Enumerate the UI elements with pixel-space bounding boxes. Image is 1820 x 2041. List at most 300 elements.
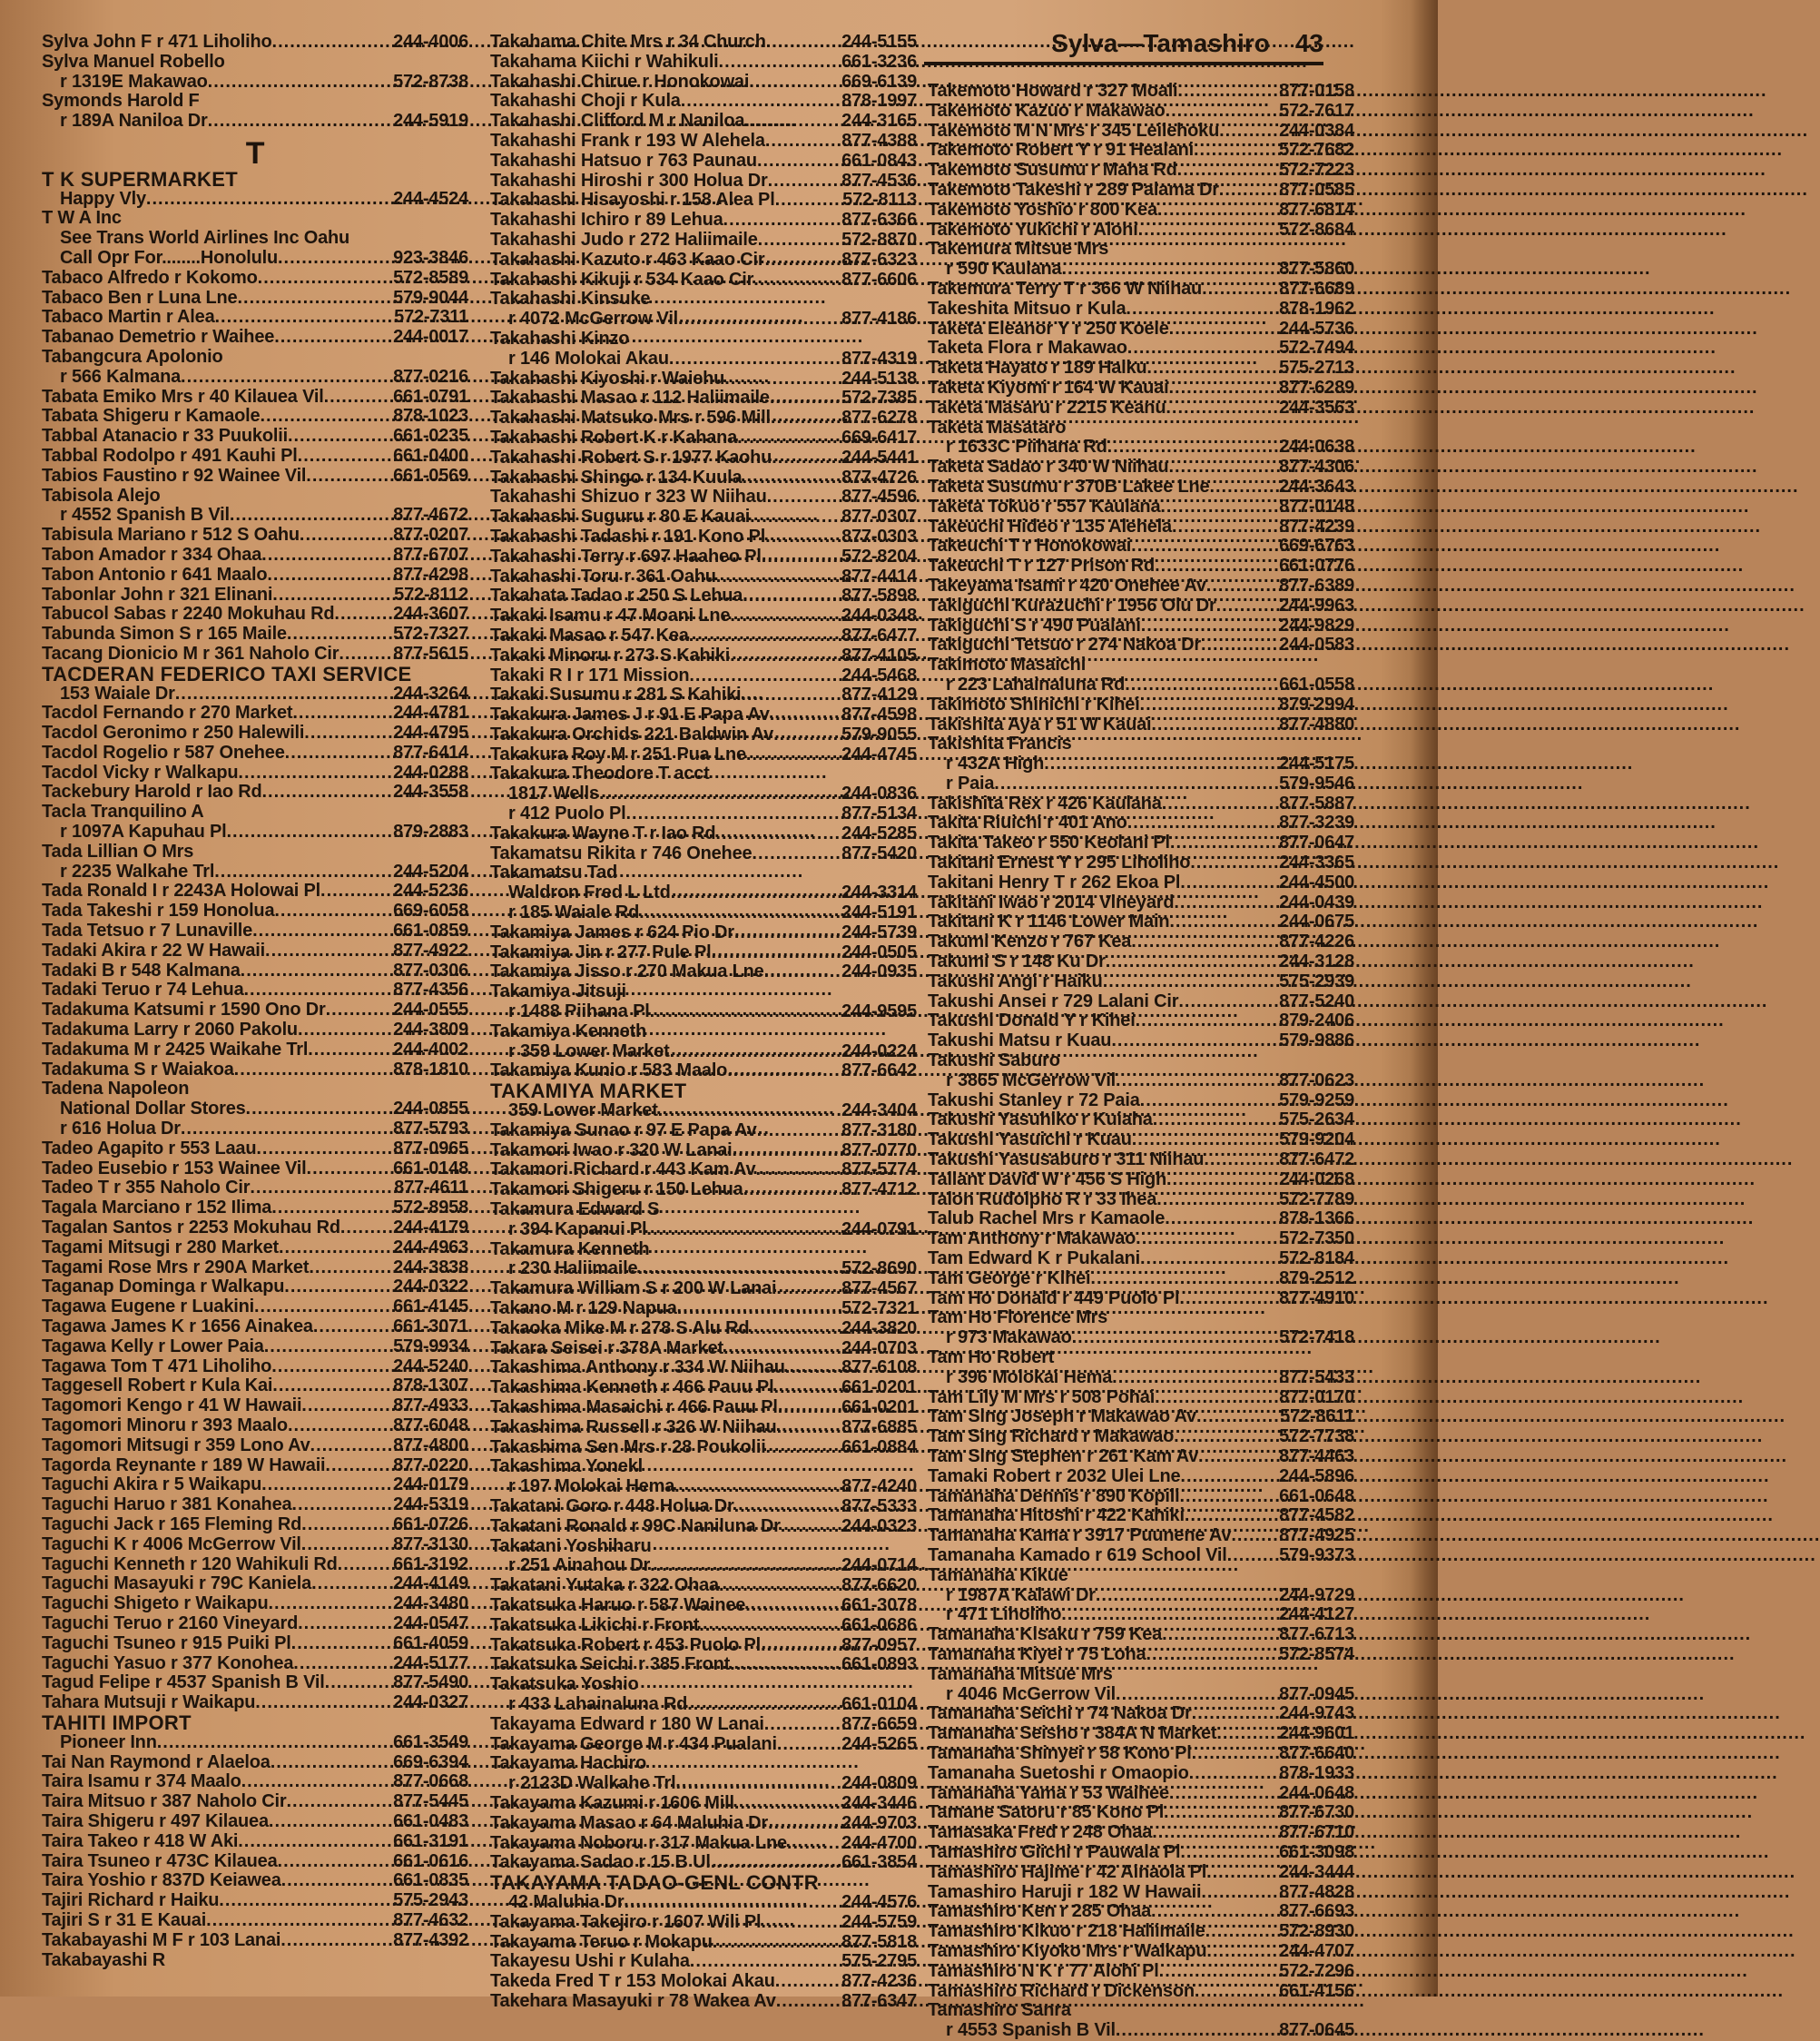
leader-dots (288, 427, 393, 447)
listing-name: Tadakuma S r Waiakoa (42, 1059, 234, 1080)
listing-name: Tabunda Simon S r 165 Maile (42, 624, 287, 645)
listing-entry (490, 1319, 917, 1339)
listing-entry (928, 141, 1354, 161)
listing-phone: 669-6763 (1279, 536, 1354, 557)
leader-dots (1170, 833, 1279, 853)
listing-name: Takahashi Hatsuo r 763 Paunau (490, 150, 757, 171)
leader-dots (1201, 636, 1279, 656)
leader-dots (238, 764, 393, 784)
listing-phone: 244-5736 (1279, 318, 1354, 339)
listing-entry (928, 1031, 1354, 1051)
listing-name: Tamanaha Kiyei r 75 Loha (928, 1643, 1146, 1664)
listing-name: r 230 Haliimaile (508, 1258, 638, 1279)
listing-entry (42, 1772, 468, 1792)
listing-name: Taguchi Kenneth r 120 Wahikuli Rd (42, 1553, 338, 1574)
listing-phone: 244-3446 (841, 1792, 917, 1813)
listing-entry (490, 1834, 917, 1854)
listing-phone: 244-0809 (841, 1773, 917, 1794)
listing-name: Takitani K r 1146 Lower Main (928, 912, 1170, 932)
listing-name: Takushi Stanley r 72 Paia (928, 1090, 1140, 1110)
listing-entry (42, 1396, 468, 1416)
listing-phone: 877-0306 (393, 960, 468, 981)
listing-entry (928, 221, 1354, 241)
listing-phone: 661-3071 (393, 1316, 468, 1336)
leader-dots (1153, 1110, 1279, 1130)
listing-entry (490, 804, 917, 824)
listing-name: 42 Maluhia Dr (508, 1891, 625, 1912)
listing-phone: 244-4500 (1279, 872, 1354, 892)
leader-dots (1131, 932, 1279, 952)
listing-name: Takabayashi M F r 103 Lanai (42, 1929, 281, 1950)
listing-name: Takaki R I r 171 Mission (490, 665, 690, 685)
leader-dots (285, 744, 393, 764)
listing-entry (490, 725, 917, 745)
listing-phone: 572-8112 (394, 584, 468, 605)
listing-entry (928, 458, 1354, 478)
listing-entry (42, 662, 468, 685)
leader-dots (1166, 102, 1280, 122)
listing-phone: 579-9055 (841, 724, 917, 744)
listing-name: Takushi Matsu r Kuau (928, 1030, 1112, 1051)
listing-entry (928, 1150, 1354, 1170)
leader-dots (1169, 912, 1279, 932)
leader-dots (1116, 2021, 1279, 2041)
listing-phone: 661-4156 (1279, 1980, 1354, 2001)
listing-phone: 878-1962 (1279, 298, 1354, 319)
listing-name: Takayama Kazumi r 1606 Mill (490, 1792, 734, 1813)
listing-entry (490, 764, 917, 784)
listing-phone: 244-0288 (393, 762, 468, 783)
listing-phone: 877-5615 (393, 643, 468, 664)
listing-name: Takushi Ansei r 729 Lalani Cir (928, 991, 1179, 1011)
listing-phone: 244-5175 (1279, 754, 1354, 774)
listing-phone: 244-4745 (841, 744, 917, 764)
leader-dots (766, 1438, 842, 1458)
listing-entry (42, 1357, 468, 1377)
listing-phone: 877-6108 (841, 1357, 917, 1378)
leader-dots (1190, 853, 1279, 873)
leader-dots (1159, 1962, 1279, 1982)
leader-dots (278, 249, 393, 269)
listing-entry (928, 1685, 1354, 1705)
listing-phone: 669-6394 (393, 1751, 468, 1772)
leader-dots (757, 152, 841, 172)
listing-phone: 244-0323 (841, 1515, 917, 1536)
column-3 (928, 82, 1354, 2041)
listing-name: TAHITI IMPORT (42, 1711, 192, 1734)
listing-name: Takishita Francis (928, 734, 1072, 754)
leader-dots (1061, 1605, 1279, 1625)
listing-phone: 244-0439 (1279, 892, 1354, 912)
listing-name: Tadeo Eusebio r 153 Wainee Vil (42, 1158, 307, 1178)
leader-dots (781, 1517, 841, 1537)
listing-name: Takamiya Jisso r 270 Makua Lne (490, 961, 764, 982)
listing-name: Takushi Yasusaburo r 311 Niihau (928, 1149, 1205, 1170)
listing-name: Takamiya Jin r 277 Pule Pl (490, 942, 712, 962)
listing-entry (42, 605, 468, 625)
listing-entry (490, 389, 917, 409)
listing-phone: 879-2512 (1279, 1267, 1354, 1288)
listing-entry (42, 1238, 468, 1258)
leader-dots (325, 1456, 393, 1476)
listing-entry (42, 704, 468, 724)
listing-name: Tamanaha Kamado r 619 School Vil (928, 1544, 1227, 1565)
listing-name: TACDERAN FEDERICO TAXI SERVICE (42, 662, 412, 685)
listing-phone: 877-4611 (394, 1178, 468, 1198)
leader-dots (699, 1616, 841, 1636)
leader-dots (1044, 754, 1279, 774)
leader-dots (690, 1952, 841, 1972)
listing-name: 153 Waiale Dr (60, 683, 175, 704)
leader-dots (1162, 1625, 1279, 1645)
listing-name: Tam Anthony r Makawao (928, 1228, 1136, 1249)
leader-dots (269, 1812, 393, 1832)
listing-phone: 572-8113 (842, 190, 917, 211)
listing-name: Tabon Amador r 334 Ohaa (42, 544, 262, 565)
listing-phone: 572-7296 (1279, 1960, 1354, 1981)
listing-entry (42, 447, 468, 467)
listing-name: Tamashiro Kiyoko Mrs r Walkapu (928, 1940, 1207, 1961)
listing-name: Takahashi Tadashi r 191 Kono Pl (490, 526, 766, 547)
listing-phone: 661-0104 (841, 1693, 917, 1714)
listing-phone: 244-5739 (841, 922, 917, 942)
listing-phone: 877-4828 (1279, 1881, 1354, 1902)
listing-entry (42, 1535, 468, 1555)
listing-name: Takahashi Judo r 272 Haliimaile (490, 229, 758, 250)
listing-name: Tagawa Tom T 471 Liholiho (42, 1356, 272, 1376)
listing-phone: 877-4880 (1279, 714, 1354, 735)
listing-name: Tabaco Alfredo r Kokomo (42, 267, 258, 288)
listing-name: Takahashi Kinsuke (490, 289, 651, 310)
listing-entry (42, 546, 468, 566)
listing-name: Tamanaha Hitoshi r 422 Kahiki (928, 1505, 1185, 1526)
listing-entry (42, 942, 468, 961)
leader-dots (280, 1931, 393, 1951)
listing-phone: 877-4226 (1279, 932, 1354, 952)
listing-name: Tagomori Kengo r 41 W Hawaii (42, 1395, 302, 1416)
listing-entry (928, 1546, 1354, 1566)
leader-dots (719, 1576, 841, 1596)
leader-dots (301, 1515, 393, 1535)
leader-dots (764, 962, 842, 982)
listing-name: Tamanaha Shinyei r 58 Kono Pl (928, 1742, 1192, 1763)
listing-phone: 877-4712 (841, 1179, 917, 1200)
listing-phone: 572-7682 (1279, 140, 1354, 161)
listing-name: Takamiya Kenneth (490, 1020, 647, 1041)
listing-name: Takakura Orchids 221 Baldwin Av (490, 724, 774, 744)
listing-phone: 877-0645 (1279, 2020, 1354, 2041)
listing-entry (42, 1495, 468, 1515)
leader-dots (670, 1042, 841, 1062)
listing-entry (928, 280, 1354, 300)
leader-dots (1216, 597, 1280, 616)
listing-entry (928, 1566, 1354, 1586)
leader-dots (1107, 438, 1279, 458)
listing-phone: 661-0201 (841, 1396, 917, 1417)
listing-name: Takitani Iwao r 2014 Vineyard (928, 892, 1175, 912)
listing-name: Takatsuka Haruo r 587 Wainee (490, 1594, 746, 1615)
listing-phone: 877-4414 (841, 566, 917, 587)
listing-entry (490, 1240, 917, 1260)
listing-name: Tabbal Atanacio r 33 Puukolii (42, 426, 288, 447)
listing-entry (928, 1922, 1354, 1942)
leader-dots (298, 447, 393, 467)
listing-phone: 572-7327 (393, 624, 468, 645)
listing-name: Takitani Henry T r 262 Ekoa Pl (928, 872, 1181, 892)
leader-dots (304, 724, 393, 744)
listing-phone: 877-4105 (841, 645, 917, 666)
listing-entry (490, 271, 917, 291)
leader-dots (339, 645, 393, 665)
listing-entry (490, 1556, 917, 1576)
leader-dots (716, 567, 841, 587)
leader-dots (267, 566, 393, 586)
listing-name: Takayama Hachiro (490, 1753, 647, 1774)
leader-dots (244, 981, 394, 1001)
listing-entry (928, 1843, 1354, 1863)
listing-name: Takashima Masaichi r 466 Pauu Pl (490, 1396, 778, 1417)
leader-dots (770, 389, 841, 409)
listing-entry (42, 467, 468, 487)
listing-name: Takumi Kenzo r 767 Kea (928, 932, 1132, 952)
leader-dots (681, 92, 841, 112)
listing-phone: 877-4463 (1279, 1445, 1354, 1466)
leader-dots (1205, 1922, 1280, 1942)
listing-entry (928, 478, 1354, 498)
listing-name: Taira Tsuneo r 473C Kilauea (42, 1850, 278, 1871)
listing-entry (928, 1863, 1354, 1883)
listing-name: Takahashi Frank r 193 W Alehela (490, 130, 765, 151)
listing-name: Takemoto Robert Y r 91 Healani (928, 140, 1194, 161)
listing-phone: 661-4145 (393, 1297, 468, 1317)
listing-phone: 877-6640 (1279, 1742, 1354, 1763)
listing-entry (42, 167, 468, 191)
listing-entry (42, 863, 468, 882)
listing-name: Tacdol Rogelio r 587 Onehee (42, 742, 285, 763)
listing-entry (42, 1020, 468, 1040)
listing-entry (42, 209, 468, 229)
listing-entry (42, 1852, 468, 1872)
listing-phone: 572-8684 (1279, 219, 1354, 240)
listing-entry (490, 528, 917, 547)
listing-name: Takiguchi Kurazuchi r 1956 Olu Dr (928, 595, 1216, 616)
listing-entry (490, 1715, 917, 1735)
listing-name: r 432A High (946, 754, 1045, 774)
listing-name: r 4552 Spanish B Vil (60, 505, 230, 526)
listing-name: r 471 Liholiho (946, 1604, 1062, 1625)
listing-entry (42, 1792, 468, 1812)
listing-phone: 661-3549 (393, 1731, 468, 1752)
listing-entry (490, 1259, 917, 1279)
listing-entry (490, 231, 917, 251)
listing-entry (928, 518, 1354, 537)
leader-dots (730, 646, 841, 666)
listing-name: Tam Sing Joseph r Makawao Av (928, 1406, 1196, 1427)
listing-entry (42, 1456, 468, 1476)
leader-dots (711, 943, 841, 963)
listing-entry (928, 379, 1354, 399)
listing-phone: 244-3643 (1279, 476, 1354, 497)
listing-name: Taira Mitsuo r 387 Naholo Cir (42, 1791, 287, 1812)
leader-dots (309, 1258, 393, 1278)
listing-name: Tabaco Martin r Alea (42, 307, 215, 328)
leader-dots (1116, 1071, 1279, 1091)
listing-name: Takamura William S r 200 W Lanai (490, 1278, 777, 1299)
listing-name: r 616 Holua Dr (60, 1119, 181, 1139)
listing-phone: 244-0268 (1279, 1168, 1354, 1189)
listing-name: Tadaki Akira r 22 W Hawaii (42, 940, 266, 961)
listing-entry (42, 1654, 468, 1674)
listing-phone: 244-0855 (393, 1099, 468, 1119)
listing-name: Tada Tetsuo r 7 Lunaville (42, 921, 253, 942)
listing-entry (490, 982, 917, 1002)
leader-dots (757, 1121, 841, 1141)
listing-name: r 197 Molokai Hema (508, 1476, 675, 1497)
listing-phone: 661-0483 (393, 1810, 468, 1831)
listing-name: TAKAMIYA MARKET (490, 1080, 687, 1103)
listing-name: 1817 Wells (508, 784, 599, 804)
listing-name: Takushi Angi r Haiku (928, 971, 1103, 991)
listing-name: Takayama George M r 434 Pualani (490, 1733, 777, 1754)
listing-phone: 572-8184 (1279, 1248, 1354, 1269)
leader-dots (1196, 1407, 1280, 1427)
listing-entry (490, 1952, 917, 1972)
leader-dots (237, 289, 393, 309)
listing-name: Takayama Teruo r Mokapu (490, 1931, 713, 1952)
listing-name: Takaki Minoru r 273 S Kahiki (490, 645, 731, 666)
listing-name: Tamashiro Haruji r 182 W Hawaii (928, 1881, 1202, 1902)
listing-entry (490, 1180, 917, 1200)
listing-entry (490, 646, 917, 666)
listing-phone: 877-4925 (1279, 1525, 1354, 1546)
leader-dots (734, 1497, 842, 1517)
listing-phone: 244-9595 (841, 1001, 917, 1022)
listing-entry (490, 290, 917, 310)
leader-dots (1168, 458, 1279, 478)
listing-phone: 878-1933 (1279, 1762, 1354, 1783)
leader-dots (746, 745, 841, 765)
leader-dots (639, 903, 841, 923)
listing-name: Takitani Ernest Y r 295 Liholiho (928, 853, 1191, 873)
listing-entry (928, 1526, 1354, 1546)
listing-phone: 877-3239 (1279, 813, 1354, 833)
listing-name: Takamiya Sunao r 97 E Papa Av (490, 1119, 757, 1140)
leader-dots (293, 1654, 393, 1674)
listing-entry (490, 488, 917, 508)
listing-phone: 877-4356 (393, 980, 468, 1001)
listing-phone: 661-3192 (393, 1553, 468, 1574)
leader-dots (215, 308, 395, 328)
listing-phone: 877-3180 (841, 1119, 917, 1140)
listing-phone: 877-6278 (841, 408, 917, 429)
listing-entry (928, 1784, 1354, 1804)
listing-entry (490, 1220, 917, 1240)
listing-entry (42, 427, 468, 447)
leader-dots (324, 388, 394, 408)
listing-phone: 244-3809 (393, 1020, 468, 1040)
listing-entry (42, 902, 468, 922)
listing-phone: 661-0893 (841, 1654, 917, 1675)
listing-name: Taggesell Robert r Kula Kai (42, 1375, 273, 1396)
listing-entry (928, 1645, 1354, 1665)
listing-phone: 244-9601 (1279, 1723, 1354, 1744)
listing-name: Taguchi Teruo r 2160 Vineyard (42, 1612, 299, 1633)
leader-dots (1192, 1704, 1279, 1724)
listing-name: Takahashi Terry r 697 Haaheo Pl (490, 546, 762, 567)
listing-name: TAKAYAMA TADAO-GENL CONTR (490, 1871, 819, 1895)
listing-name: T K SUPERMARKET (42, 167, 238, 191)
listing-name: Takamiya Jitsuji (490, 981, 626, 1002)
listing-phone: 244-0935 (841, 961, 917, 982)
listing-phone: 877-4922 (393, 940, 468, 961)
listing-name: Tada Ronald I r 2243A Holowai Pl (42, 881, 321, 902)
listing-entry (42, 783, 468, 803)
listing-phone: 244-0638 (1279, 437, 1354, 458)
leader-dots (1219, 181, 1279, 201)
listing-phone: 244-5177 (393, 1652, 468, 1673)
listing-entry (42, 92, 468, 112)
listing-name: Tam Sing Stephen r 261 Kam Av (928, 1445, 1198, 1466)
listing-entry (490, 1141, 917, 1161)
listing-phone: 575-2713 (1279, 358, 1354, 379)
leader-dots (637, 1259, 841, 1279)
listing-entry (42, 1277, 468, 1297)
leader-dots (1146, 1645, 1279, 1665)
listing-name: Taganap Dominga r Walkapu (42, 1277, 285, 1297)
listing-name: r 1319E Makawao (60, 71, 208, 92)
leader-dots (175, 685, 393, 705)
listing-entry (42, 1198, 468, 1218)
listing-name: Tamanaha Suetoshi r Omaopio (928, 1762, 1189, 1783)
listing-phone: 572-7350 (1279, 1228, 1354, 1249)
listing-entry (490, 1655, 917, 1675)
listing-name: Takiguchi Tetsuo r 274 Nakoa Dr (928, 635, 1201, 656)
leader-dots (1219, 122, 1279, 142)
leader-dots (1169, 320, 1279, 340)
listing-name: Takamiya Kunio r 583 Maalo (490, 1060, 728, 1081)
leader-dots (284, 1277, 393, 1297)
leader-dots (1127, 813, 1279, 833)
listing-entry (928, 1883, 1354, 1903)
leader-dots (208, 112, 393, 132)
listing-entry (42, 961, 468, 981)
leader-dots (753, 271, 841, 291)
leader-dots (306, 467, 393, 487)
leader-dots (687, 1695, 841, 1715)
listing-entry (490, 1596, 917, 1616)
leader-dots (1180, 1843, 1279, 1863)
listing-name: Takamori Richard r 443 Kam Av (490, 1159, 756, 1180)
listing-name: Takayesu Ushi r Kulaha (490, 1951, 690, 1972)
leader-dots (208, 73, 393, 93)
listing-phone: 579-9204 (1279, 1129, 1354, 1150)
listing-name: Takayama Sadao r 15 B Ul (490, 1852, 711, 1873)
leader-dots (776, 1992, 841, 2012)
listing-phone: 661-0235 (393, 426, 468, 447)
listing-name: Takishita Aya r 51 W Kauai (928, 714, 1152, 735)
listing-name: Tam Ho Robert (928, 1347, 1055, 1367)
listing-phone: 572-7738 (1279, 1426, 1354, 1447)
listing-entry (42, 981, 468, 1001)
listing-phone: 572-8574 (1279, 1643, 1354, 1664)
listing-phone: 877-4319 (841, 348, 917, 369)
listing-entry (490, 370, 917, 389)
listing-entry (928, 833, 1354, 853)
listing-entry (490, 1992, 917, 2012)
leader-dots (338, 1555, 393, 1575)
leader-dots (741, 685, 841, 705)
column-2 (490, 33, 917, 2012)
